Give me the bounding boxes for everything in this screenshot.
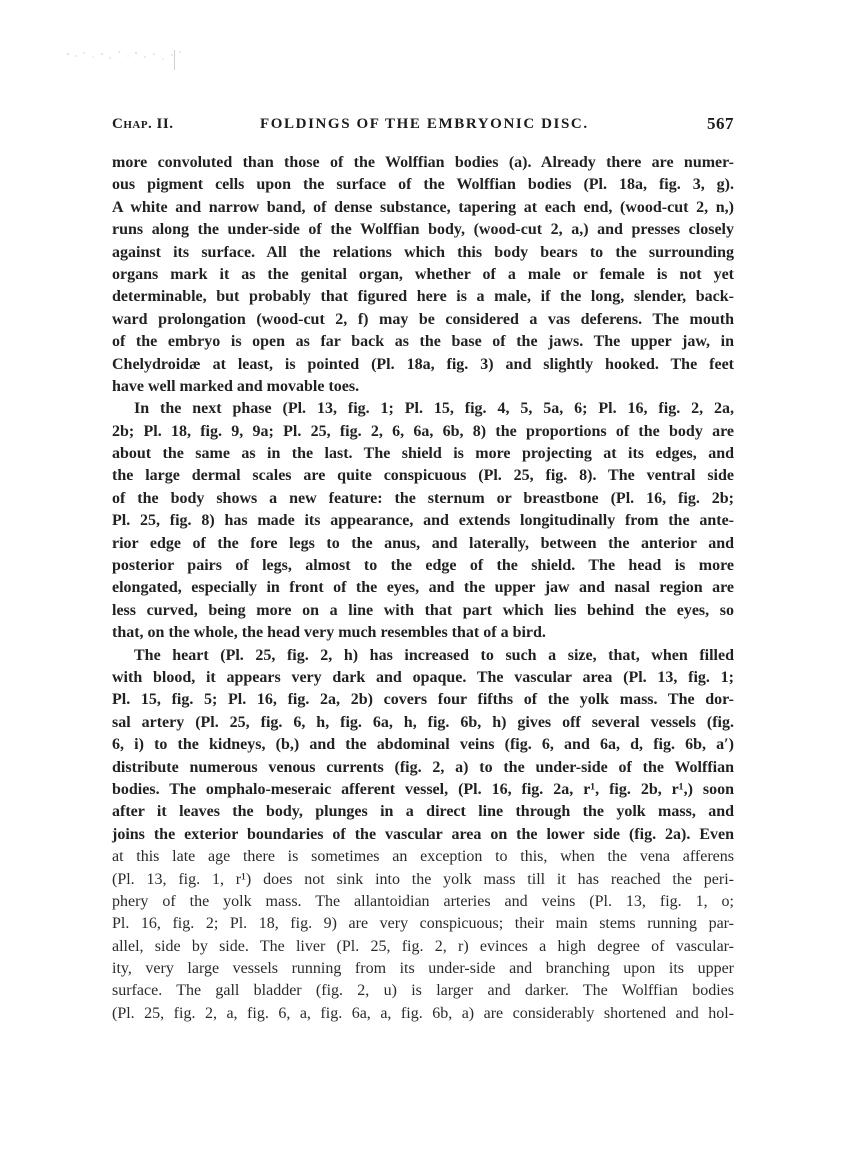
text-line: phery of the yolk mass. The allantoidian arteries and veins (Pl. 13, fig. 1, o; xyxy=(112,892,734,910)
text-line: Chelydroidæ at least, is pointed (Pl. 18a, fig. 3) and slightly hooked. The feet xyxy=(112,355,734,373)
body-text xyxy=(112,152,734,1025)
text-line: 2b; Pl. 18, fig. 9, 9a; Pl. 25, fig. 2, 6, 6a, 6b, 8) the proportions of the body are xyxy=(112,422,734,440)
text-line: (Pl. 25, fig. 2, a, fig. 6, a, fig. 6a, a, fig. 6b, a) are considerably shortened and hol- xyxy=(112,1004,734,1022)
text-line: with blood, it appears very dark and opaque. The vascular area (Pl. 13, fig. 1; xyxy=(112,668,734,686)
text-line: Pl. 15, fig. 5; Pl. 16, fig. 2a, 2b) covers four fifths of the yolk mass. The dor- xyxy=(112,691,734,709)
text-line: joins the exterior boundaries of the vascular area on the lower side (fig. 2a). Even xyxy=(112,825,734,843)
text-line: that, on the whole, the head very much resembles that of a bird. xyxy=(112,624,546,642)
text-line: 6, i) to the kidneys, (b,) and the abdominal veins (fig. 6, and 6a, d, fig. 6b, a′) xyxy=(112,736,734,754)
text-line: determinable, but probably that figured here is a male, if the long, slender, back- xyxy=(112,288,734,306)
text-line: against its surface. All the relations which this body bears to the surrounding xyxy=(112,243,734,261)
page-number: 567 xyxy=(707,114,734,133)
text-line: posterior pairs of legs, almost to the edge of the shield. The head is more xyxy=(112,557,734,575)
text-line: have well marked and movable toes. xyxy=(112,377,360,395)
text-line: at this late age there is sometimes an exception to this, when the vena afferens xyxy=(112,848,734,866)
text-line: ity, very large vessels running from its under-side and branching upon its upper xyxy=(112,960,734,978)
text-line: the large dermal scales are quite conspicuous (Pl. 25, fig. 8). The ventral side xyxy=(112,467,734,485)
text-line: more convoluted than those of the Wolffian bodies (a). Already there are numer- xyxy=(112,154,734,171)
text-line: A white and narrow band, of dense substance, tapering at each end, (wood-cut 2, n,) xyxy=(112,198,734,216)
text-line: after it leaves the body, plunges in a direct line through the yolk mass, and xyxy=(112,803,734,821)
text-line: distribute numerous venous currents (fig. 2, a) to the under-side of the Wolffian xyxy=(112,758,734,776)
paragraph xyxy=(112,645,734,1026)
text-line: In the next phase (Pl. 13, fig. 1; Pl. 15, fig. 4, 5, 5a, 6; Pl. 16, fig. 2, 2a, xyxy=(134,400,734,418)
text-line: runs along the under-side of the Wolffian body, (wood-cut 2, a,) and presses closely xyxy=(112,221,734,239)
text-line: less curved, being more on a line with that part which lies behind the eyes, so xyxy=(112,601,734,619)
scan-smudge-mark xyxy=(62,44,192,74)
text-line: bodies. The omphalo-meseraic afferent vessel, (Pl. 16, fig. 2a, r¹, fig. 2b, r¹,) soon xyxy=(112,780,734,798)
text-line: elongated, especially in front of the eyes, and the upper jaw and nasal region are xyxy=(112,579,734,597)
paragraph xyxy=(112,152,734,398)
text-line: rior edge of the fore legs to the anus, and laterally, between the anterior and xyxy=(112,534,734,552)
text-line: Pl. 25, fig. 8) has made its appearance, and extends longitudinally from the ante- xyxy=(112,512,734,530)
chapter-title: FOLDINGS OF THE EMBRYONIC DISC. xyxy=(260,116,589,132)
chapter-label: Chap. II. xyxy=(112,116,174,132)
paragraph xyxy=(112,398,734,644)
text-line: The heart (Pl. 25, fig. 2, h) has increased to such a size, that, when filled xyxy=(134,646,734,664)
text-line: about the same as in the last. The shield is more projecting at its edges, and xyxy=(112,445,734,463)
text-line: of the body shows a new feature: the sternum or breastbone (Pl. 16, fig. 2b; xyxy=(112,489,734,507)
text-line: allel, side by side. The liver (Pl. 25, fig. 2, r) evinces a high degree of vascular- xyxy=(112,937,734,955)
text-line: organs mark it as the genital organ, whether of a male or female is not yet xyxy=(112,265,734,283)
text-line: (Pl. 13, fig. 1, r¹) does not sink into the yolk mass till it has reached the peri- xyxy=(112,870,734,888)
text-line: ous pigment cells upon the surface of the Wolffian bodies (Pl. 18a, fig. 3, g). xyxy=(112,176,734,194)
text-line: Pl. 16, fig. 2; Pl. 18, fig. 9) are very conspicuous; their main stems running par- xyxy=(112,915,734,933)
text-line: sal artery (Pl. 25, fig. 6, h, fig. 6a, h, fig. 6b, h) gives off several vessels (fig. xyxy=(112,713,734,731)
text-line: surface. The gall bladder (fig. 2, u) is larger and darker. The Wolffian bodies xyxy=(112,982,734,1000)
text-line: of the embryo is open as far back as the base of the jaws. The upper jaw, in xyxy=(112,333,734,351)
running-header xyxy=(112,114,734,138)
text-line: ward prolongation (wood-cut 2, f) may be considered a vas deferens. The mouth xyxy=(112,310,734,328)
